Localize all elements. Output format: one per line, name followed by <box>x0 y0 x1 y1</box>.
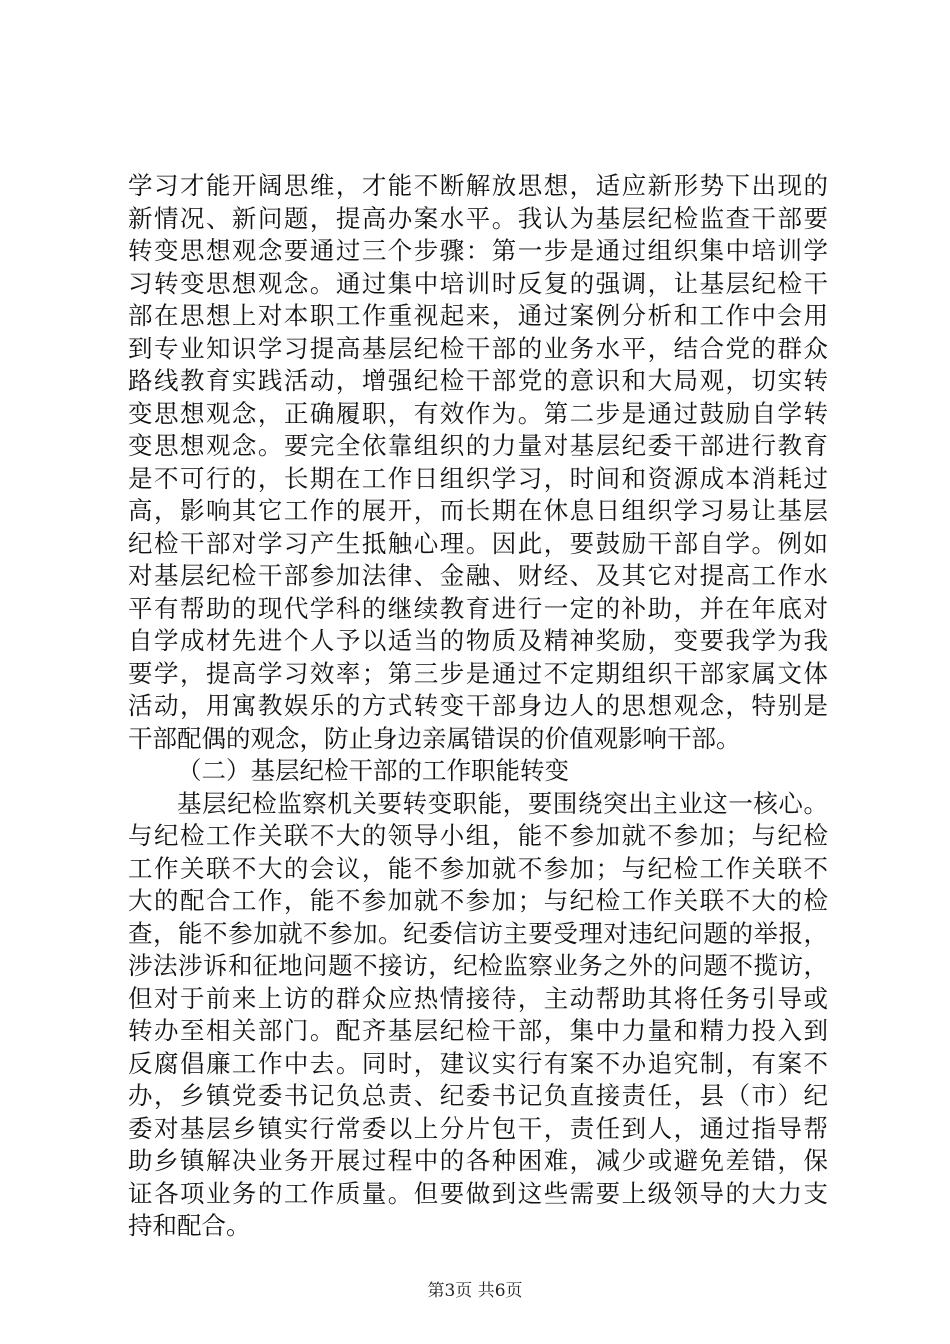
text-line: 大的配合工作，能不参加就不参加；与纪检工作关联不大的检 <box>128 886 828 915</box>
text-line: 是不可行的，长期在工作日组织学习，时间和资源成本消耗过 <box>128 463 828 493</box>
text-line: 工作关联不大的会议，能不参加就不参加；与纪检工作关联不 <box>128 853 828 883</box>
text-line: 反腐倡廉工作中去。同时，建议实行有案不办追究制，有案不 <box>128 1048 828 1078</box>
text-line: 纪检干部对学习产生抵触心理。因此，要鼓励干部自学。例如 <box>128 528 828 558</box>
text-line: 助乡镇解决业务开展过程中的各种困难，减少或避免差错，保 <box>128 1146 828 1175</box>
text-line: 学习才能开阔思维，才能不断解放思想，适应新形势下出现的 <box>128 171 828 200</box>
text-line: 习转变思想观念。通过集中培训时反复的强调，让基层纪检干 <box>128 268 828 298</box>
text-line: 查，能不参加就不参加。纪委信访主要受理对违纪问题的举报， <box>128 918 828 948</box>
text-line: 部在思想上对本职工作重视起来，通过案例分析和工作中会用 <box>128 301 828 330</box>
text-line: 对基层纪检干部参加法律、金融、财经、及其它对提高工作水 <box>128 561 828 590</box>
text-line: 持和配合。 <box>128 1211 251 1240</box>
text-line: 活动，用寓教娱乐的方式转变干部身边人的思想观念，特别是 <box>128 691 828 720</box>
text-line: 办，乡镇党委书记负总责、纪委书记负直接责任，县（市）纪 <box>128 1081 828 1110</box>
text-line: 转办至相关部门。配齐基层纪检干部，集中力量和精力投入到 <box>128 1016 828 1045</box>
text-line: 转变思想观念要通过三个步骤：第一步是通过组织集中培训学 <box>128 236 828 265</box>
text-line: 委对基层乡镇实行常委以上分片包干，责任到人，通过指导帮 <box>128 1113 828 1143</box>
document-body <box>128 170 828 1243</box>
page-footer: 第3页 共6页 <box>427 1281 523 1301</box>
text-line: 干部配偶的观念，防止身边亲属错误的价值观影响干部。 <box>128 723 741 753</box>
text-line: 高，影响其它工作的展开，而长期在休息日组织学习易让基层 <box>128 496 828 525</box>
text-line: 平有帮助的现代学科的继续教育进行一定的补助，并在年底对 <box>128 593 828 623</box>
text-line: 到专业知识学习提高基层纪检干部的业务水平，结合党的群众 <box>128 333 828 363</box>
text-line: 与纪检工作关联不大的领导小组，能不参加就不参加；与纪检 <box>128 821 828 850</box>
text-line: 路线教育实践活动，增强纪检干部党的意识和大局观，切实转 <box>128 366 828 395</box>
text-line: 要学，提高学习效率；第三步是通过不定期组织干部家属文体 <box>128 658 828 688</box>
text-line: 自学成材先进个人予以适当的物质及精神奖励，变要我学为我 <box>128 626 828 655</box>
text-line: 证各项业务的工作质量。但要做到这些需要上级领导的大力支 <box>128 1178 828 1208</box>
text-line: 变思想观念，正确履职，有效作为。第二步是通过鼓励自学转 <box>128 398 828 428</box>
section-heading: （二）基层纪检干部的工作职能转变 <box>177 756 569 785</box>
text-line: 新情况、新问题，提高办案水平。我认为基层纪检监查干部要 <box>128 203 828 233</box>
text-line: 基层纪检监察机关要转变职能，要围绕突出主业这一核心。 <box>177 788 828 818</box>
text-line: 变思想观念。要完全依靠组织的力量对基层纪委干部进行教育 <box>128 431 828 460</box>
text-line: 但对于前来上访的群众应热情接待，主动帮助其将任务引导或 <box>128 983 828 1013</box>
text-line: 涉法涉诉和征地问题不接访，纪检监察业务之外的问题不揽访， <box>128 951 828 980</box>
